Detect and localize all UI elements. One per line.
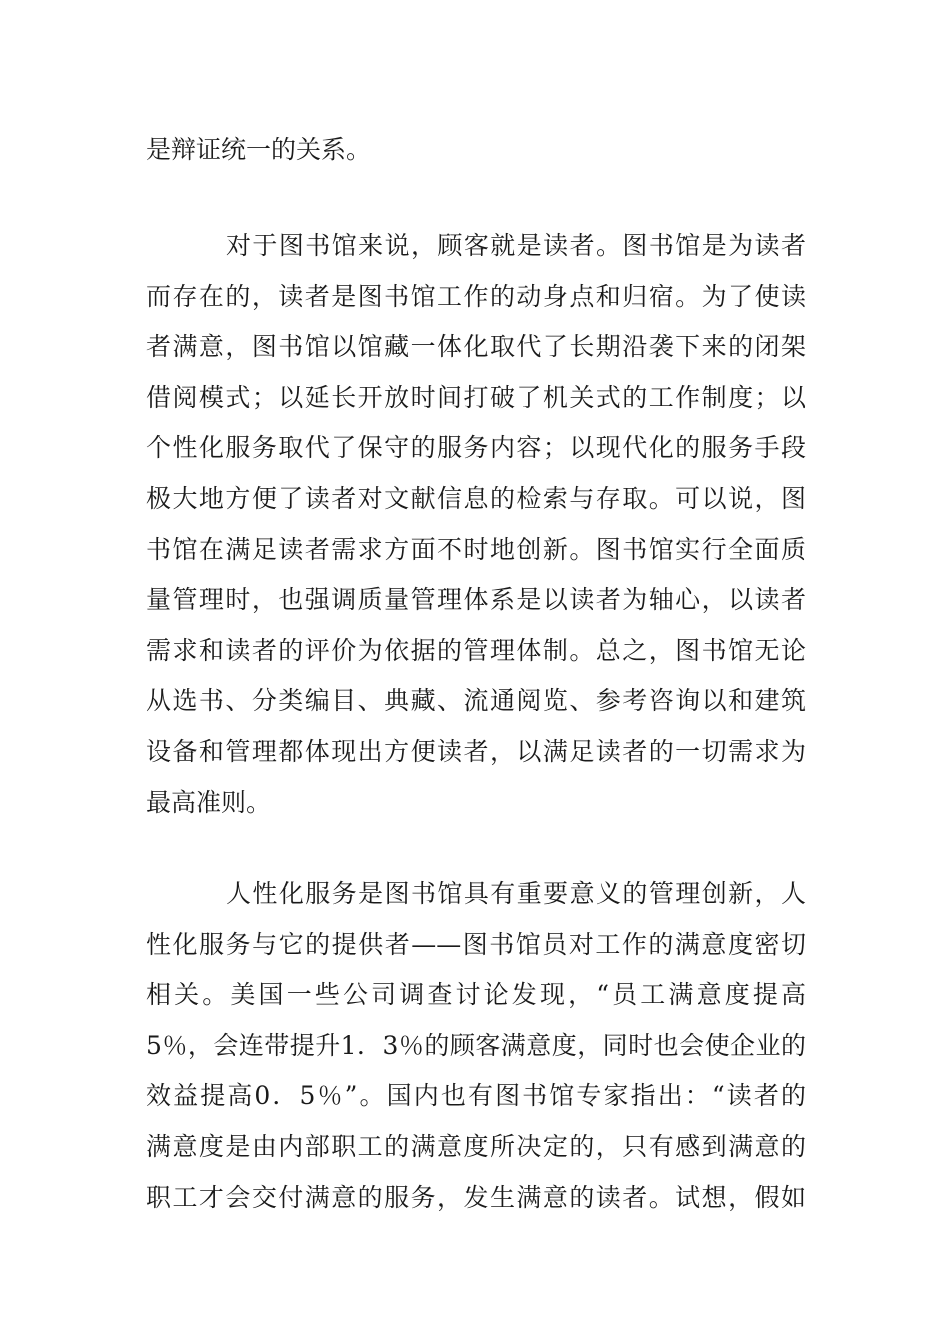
text-line: 最高准则。 — [146, 787, 272, 817]
text-line: 职工才会交付满意的服务，发生满意的读者。试想，假如 — [146, 1182, 806, 1212]
text-line: 借阅模式；以延长开放时间打破了机关式的工作制度；以 — [146, 382, 806, 412]
text-line: 设备和管理都体现出方便读者，以满足读者的一切需求为 — [146, 736, 806, 766]
paragraph — [146, 869, 806, 1223]
text-line: 从选书、分类编目、典藏、流通阅览、参考咨询以和建筑 — [146, 686, 806, 716]
text-line: 5％，会连带提升1．3％的顾客满意度，同时也会使企业的 — [146, 1030, 806, 1060]
paragraph — [146, 125, 806, 176]
text-line: 极大地方便了读者对文献信息的检索与存取。可以说，图 — [146, 483, 806, 513]
paragraph — [146, 221, 806, 828]
text-line: 满意度是由内部职工的满意度所决定的，只有感到满意的 — [146, 1131, 806, 1161]
text-line: 效益提高0．5％”。国内也有图书馆专家指出：“读者的 — [146, 1081, 807, 1111]
text-line: 对于图书馆来说，顾客就是读者。图书馆是为读者 — [226, 231, 806, 260]
text-line: 是辩证统一的关系。 — [146, 135, 372, 164]
text-line: 相关。美国一些公司调查讨论发现，“员工满意度提高 — [146, 980, 806, 1010]
text-line: 人性化服务是图书馆具有重要意义的管理创新，人 — [226, 879, 806, 908]
text-line: 量管理时，也强调质量管理体系是以读者为轴心，以读者 — [146, 585, 806, 615]
text-line: 需求和读者的评价为依据的管理体制。总之，图书馆无论 — [146, 635, 806, 665]
text-line: 而存在的，读者是图书馆工作的动身点和归宿。为了使读 — [146, 281, 806, 311]
text-line: 书馆在满足读者需求方面不时地创新。图书馆实行全面质 — [146, 534, 806, 564]
text-line: 者满意，图书馆以馆藏一体化取代了长期沿袭下来的闭架 — [146, 332, 806, 362]
text-line: 个性化服务取代了保守的服务内容；以现代化的服务手段 — [146, 433, 806, 463]
text-line: 性化服务与它的提供者——图书馆员对工作的满意度密切 — [146, 929, 806, 959]
